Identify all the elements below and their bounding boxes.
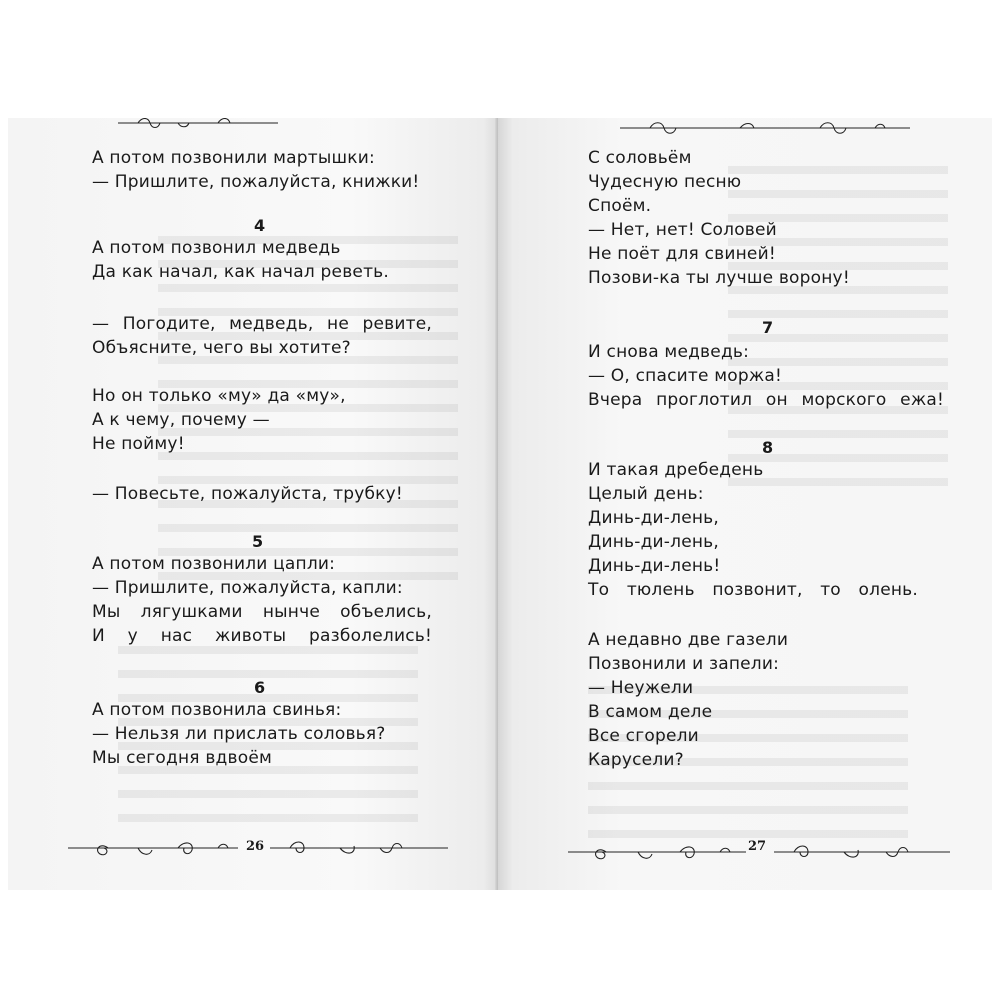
page-number: 27 [748, 839, 767, 854]
verse-line: Позови-ка ты лучше ворону! [588, 268, 850, 288]
section-number: 5 [252, 532, 264, 551]
verse-line: Карусели? [588, 750, 684, 770]
verse-line: А потом позвонила свинья: [92, 700, 342, 720]
bottom-ornament-right [270, 838, 448, 868]
verse-line: Мы лягушками нынче объелись, [92, 602, 432, 622]
verse-line: — Повесьте, пожалуйста, трубку! [92, 484, 403, 504]
stanza [588, 340, 944, 412]
verse-line: — Нет, нет! Соловей [588, 220, 777, 240]
verse-line: То тюлень позвонит, то олень. [588, 580, 918, 600]
bottom-ornament-left [68, 838, 238, 868]
verse-line: А к чему, почему — [92, 410, 270, 430]
verse-line: Объясните, чего вы хотите? [92, 338, 351, 358]
verse-line: И такая дребедень [588, 460, 764, 480]
verse-line: Динь-ди-лень! [588, 556, 721, 576]
section-number: 4 [254, 216, 266, 235]
verse-line: Не пойму! [92, 434, 185, 454]
stanza [92, 552, 432, 648]
verse-line: Целый день: [588, 484, 704, 504]
verse-line: — Неужели [588, 678, 694, 698]
bottom-ornament-left [568, 838, 746, 868]
stanza [92, 236, 389, 284]
left-page [8, 118, 498, 890]
right-page [498, 118, 992, 890]
verse-line: В самом деле [588, 702, 713, 722]
stanza [92, 698, 386, 770]
stanza [588, 458, 918, 602]
verse-line: И снова медведь: [588, 342, 750, 362]
stanza [92, 312, 432, 360]
verse-line: А недавно две газели [588, 630, 789, 650]
verse-line: — Пришлите, пожалуйста, капли: [92, 578, 403, 598]
verse-line: — Пришлите, пожалуйста, книжки! [92, 172, 420, 192]
verse-line: С соловьём [588, 148, 692, 168]
verse-line: И у нас животы разболелись! [92, 626, 432, 646]
section-number: 8 [762, 438, 774, 457]
verse-line: А потом позвонил медведь [92, 238, 341, 258]
verse-line: Мы сегодня вдвоём [92, 748, 273, 768]
stanza [588, 628, 788, 772]
top-ornament [620, 120, 910, 136]
verse-line: Динь-ди-лень, [588, 508, 719, 528]
verse-line: — Нельзя ли прислать соловья? [92, 724, 386, 744]
stanza [92, 146, 419, 194]
verse-line: Споём. [588, 196, 652, 216]
stanza [588, 146, 850, 290]
verse-line: Не поёт для свиней! [588, 244, 776, 264]
stanza [92, 482, 403, 506]
verse-line: — Погодите, медведь, не ревите, [92, 314, 432, 334]
verse-line: Динь-ди-лень, [588, 532, 719, 552]
page-number: 26 [246, 839, 265, 854]
verse-line: Чудесную песню [588, 172, 742, 192]
section-number: 6 [254, 678, 266, 697]
verse-line: Вчера проглотил он морского ежа! [588, 390, 944, 410]
verse-line: — О, спасите моржа! [588, 366, 782, 386]
top-ornament [118, 118, 278, 132]
verse-line: А потом позвонили мартышки: [92, 148, 375, 168]
verse-line: Все сгорели [588, 726, 699, 746]
section-number: 7 [762, 318, 774, 337]
verse-line: Позвонили и запели: [588, 654, 780, 674]
open-book [8, 118, 992, 890]
bottom-ornament-right [774, 838, 950, 868]
verse-line: А потом позвонили цапли: [92, 554, 336, 574]
stanza [92, 384, 346, 456]
verse-line: Да как начал, как начал реветь. [92, 262, 390, 282]
verse-line: Но он только «му» да «му», [92, 386, 346, 406]
